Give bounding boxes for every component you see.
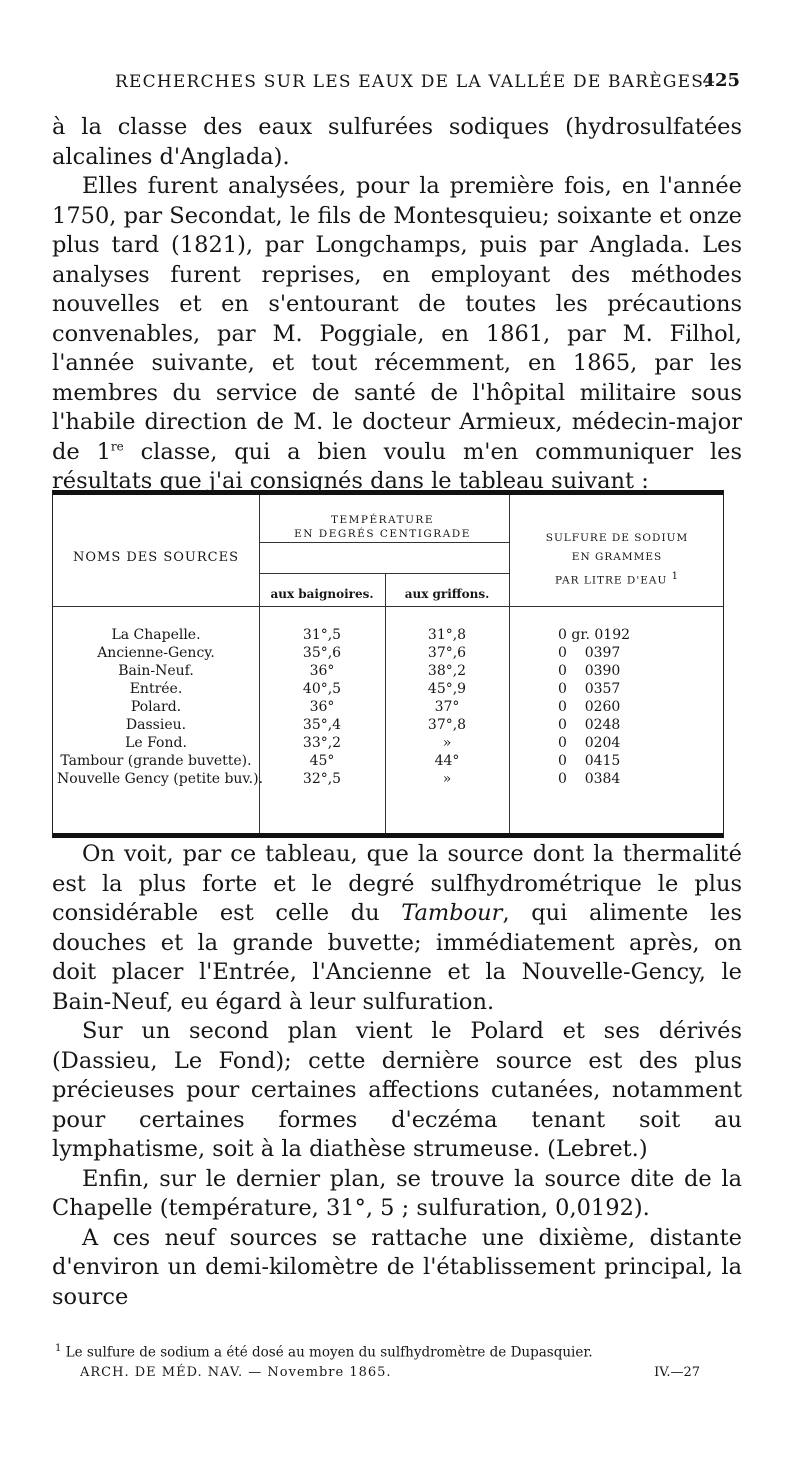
footnote — [55, 1340, 745, 1362]
header-rule — [259, 573, 509, 574]
cell-bain: 36° — [309, 663, 335, 679]
table-row — [53, 735, 723, 752]
cell-name: La Chapelle. — [111, 627, 201, 643]
cell-grif: 37°,8 — [427, 717, 467, 733]
paragraph-text: , qui alimente les douches et la grande buvette; immédiatement après, on doit placer l'Entrée, l'Ancienne et la Nouvelle-Gency, le Bain-Neuf, eu égard à leur sulfuration. — [52, 900, 742, 1015]
page-number: 425 — [702, 70, 740, 91]
cell-sulf: 0 0415 — [558, 753, 621, 769]
cell-bain: 40°,5 — [302, 681, 342, 697]
signature-mark: ARCH. DE MÉD. NAV. — Novembre 1865. — [80, 1365, 392, 1380]
body-text-bottom — [52, 840, 742, 1312]
cell-grif: » — [442, 771, 452, 787]
running-title: RECHERCHES SUR LES EAUX DE LA VALLÉE DE BARÈGES. — [115, 72, 711, 92]
superscript: re — [110, 439, 124, 453]
cell-bain: 33°,2 — [302, 735, 342, 751]
col-header-baignoires: aux baignoires. — [270, 587, 374, 601]
cell-sulf: 0 0390 — [558, 663, 621, 679]
header-line: EN DEGRÉS CENTIGRADE — [294, 528, 471, 540]
col-header-griffons: aux griffons. — [404, 587, 490, 601]
cell-bain: 36° — [309, 699, 335, 715]
paragraph: A ces neuf sources se rattache une dixième, distante d'environ un demi-kilomètre de l'établissement principal, la source — [52, 1224, 742, 1310]
table-row — [53, 627, 723, 644]
cell-name: Ancienne-Gency. — [97, 645, 215, 661]
header-line: EN GRAMMES — [571, 551, 663, 563]
header-line: TEMPÉRATURE — [331, 514, 434, 526]
emphasis: Tambour — [401, 900, 503, 926]
cell-grif: 45°,9 — [427, 681, 467, 697]
cell-sulf: 0 0357 — [558, 681, 621, 697]
cell-name: Dassieu. — [125, 717, 187, 733]
cell-grif: 37°,6 — [427, 645, 467, 661]
footnote-mark: 1 — [55, 1343, 62, 1354]
cell-bain: 31°,5 — [302, 627, 342, 643]
footnote-ref: 1 — [671, 571, 680, 582]
col-header-sulfure — [511, 529, 723, 591]
paragraph — [52, 840, 742, 1017]
table-row — [53, 753, 723, 770]
col-header-names: NOMS DES SOURCES — [73, 550, 239, 565]
paragraph: Enfin, sur le dernier plan, se trouve la source dite de la Chapelle (température, 31°, 5 ; sulfuration, 0,0192). — [52, 1165, 742, 1221]
paragraph-text: Elles furent analysées, pour la première fois, en l'année 1750, par Secondat, le fils de Montesquieu; soixante et onze plus tard (1821), par Longchamps, puis par Anglada. Les analyses furent reprises, en employant des méthodes nouvelles et en s'entourant de toutes les précautions convenables, par M. Poggiale, en 1861, par M. Filhol, l'année suivante, et tout récemment, en 1865, par les membres du service de santé de l'hôpital militaire sous l'habile direction de M. le docteur Armieux, médecin-major de 1 — [52, 173, 742, 465]
cell-bain: 35°,4 — [302, 717, 342, 733]
cell-grif: 37° — [434, 699, 460, 715]
body-text-top — [52, 113, 742, 497]
table-row — [53, 663, 723, 680]
cell-grif: 31°,8 — [427, 627, 467, 643]
footnote-text: Le sulfure de sodium a été dosé au moyen du sulfhydromètre de Dupasquier. — [65, 1344, 593, 1361]
cell-sulf: 0 0384 — [558, 771, 621, 787]
cell-bain: 32°,5 — [302, 771, 342, 787]
header-rule — [259, 542, 509, 543]
paragraph-text: classe, qui a bien voulu m'en communiquer les résultats que j'ai consignés dans le tableau suivant : — [52, 438, 742, 494]
paragraph: Sur un second plan vient le Polard et ses dérivés (Dassieu, Le Fond); cette dernière source est des plus précieuses pour certaines affections cutanées, notamment pour certaines formes d'eczéma tenant soit au lymphatisme, soit à la diathèse strumeuse. (Lebret.) — [52, 1018, 742, 1162]
sources-table — [52, 490, 724, 838]
paragraph — [52, 172, 742, 497]
cell-grif: » — [442, 735, 452, 751]
cell-name: Entrée. — [129, 681, 183, 697]
cell-name: Le Fond. — [125, 735, 187, 751]
sheet-signature: IV.—27 — [654, 1365, 700, 1380]
cell-name: Polard. — [130, 699, 182, 715]
table-row — [53, 771, 723, 788]
cell-name: Nouvelle Gency (petite buv.). — [57, 771, 264, 787]
cell-grif: 44° — [434, 753, 460, 769]
cell-bain: 35°,6 — [302, 645, 342, 661]
paragraph: à la classe des eaux sulfurées sodiques (hydrosulfatées alcalines d'Anglada). — [52, 114, 742, 170]
header-text: PAR LITRE D'EAU — [554, 574, 668, 587]
cell-name: Bain-Neuf. — [118, 663, 194, 679]
running-head — [0, 68, 800, 98]
cell-name: Tambour (grande buvette). — [60, 753, 252, 769]
header-line: SULFURE DE SODIUM — [545, 532, 689, 544]
table-row — [53, 699, 723, 716]
paragraph-text: On voit, par ce tableau, que la source dont la thermalité est la plus forte et le degré sulfhydrométrique le plus considérable est celle du — [52, 841, 742, 926]
table-row — [53, 645, 723, 662]
cell-sulf: 0 gr. 0192 — [558, 627, 631, 643]
col-header-temperature — [260, 513, 505, 541]
cell-sulf: 0 0248 — [558, 717, 621, 733]
cell-sulf: 0 0204 — [558, 735, 621, 751]
cell-sulf: 0 0397 — [558, 645, 621, 661]
table-row — [53, 681, 723, 698]
cell-grif: 38°,2 — [427, 663, 467, 679]
table-row — [53, 717, 723, 734]
cell-bain: 45° — [309, 753, 335, 769]
cell-sulf: 0 0260 — [558, 699, 621, 715]
header-rule — [53, 606, 723, 607]
header-line — [511, 567, 723, 591]
